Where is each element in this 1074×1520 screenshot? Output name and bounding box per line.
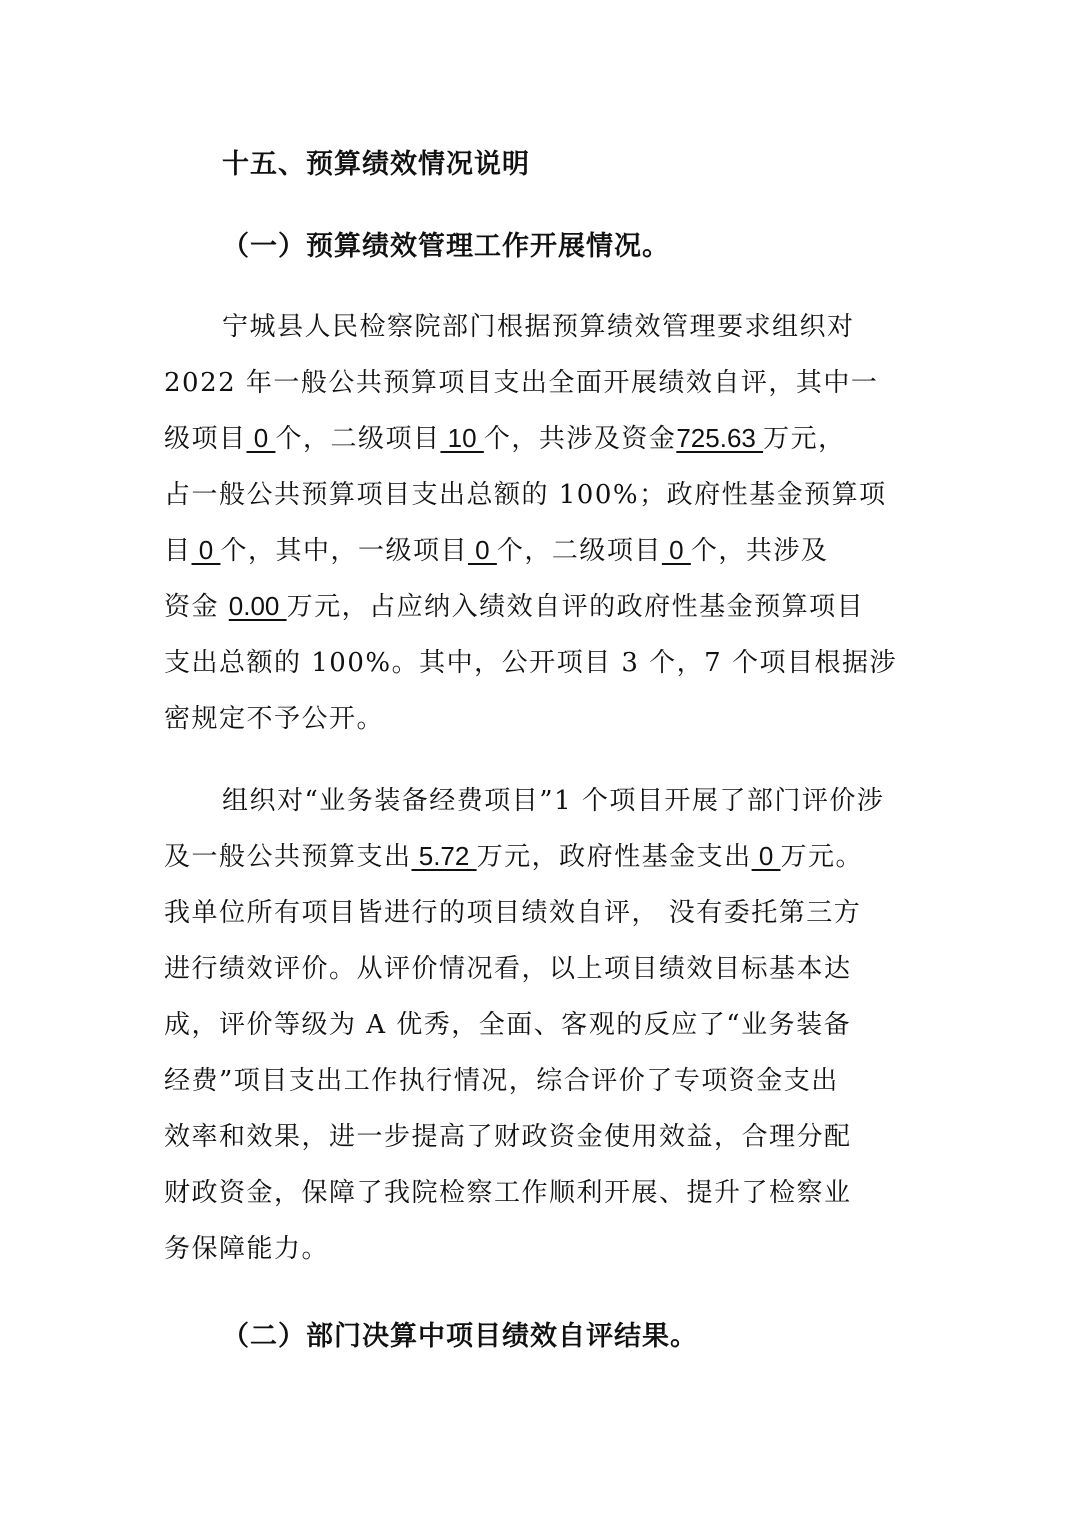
text: 个，共涉及资金 [483,424,677,454]
text: 个，二级项目 [496,536,662,566]
value-fund-project-count: 0 [191,535,221,565]
para2-line-7: 效率和效果，进一步提高了财政资金使用效益，合理分配 [164,1122,852,1152]
text: 万元。 [780,842,864,872]
subsection-heading-2: （二）部门决算中项目绩效自评结果。 [222,1321,698,1352]
para2-line-3: 我单位所有项目皆进行的项目绩效自评， 没有委托第三方 [164,898,862,928]
para1-line-8: 密规定不予公开。 [164,704,385,734]
subsection-heading-1: （一）预算绩效管理工作开展情况。 [222,231,670,262]
text: 资金 [164,592,229,622]
para2-line-6: 经费”项目支出工作执行情况，综合评价了专项资金支出 [164,1066,839,1096]
para1-line-1: 宁城县人民检察院部门根据预算绩效管理要求组织对 [222,312,855,342]
value-level2-count: 10 [440,423,484,453]
para2-line-4: 进行绩效评价。从评价情况看，以上项目绩效目标基本达 [164,954,852,984]
para1-line-4: 占一般公共预算项目支出总额的 100%；政府性基金预算项 [164,480,887,510]
value-fund-expense: 0 [751,841,781,871]
para2-line-5: 成，评价等级为 A 优秀，全面、客观的反应了“业务装备 [164,1010,852,1040]
text: 目 [164,536,192,566]
text: 级项目 [164,424,247,454]
para1-line-6 [164,586,864,623]
para1-line-2: 2022 年一般公共预算项目支出全面开展绩效自评，其中一 [164,368,879,398]
value-total-funds: 725.63 [676,423,764,453]
section-heading: 十五、预算绩效情况说明 [222,149,530,180]
value-public-budget-expense: 5.72 [411,841,477,871]
text: 及一般公共预算支出 [164,842,412,872]
para1-line-7: 支出总额的 100%。其中，公开项目 3 个，7 个项目根据涉 [164,648,897,678]
para1-line-3 [164,418,846,455]
para2-line-8: 财政资金，保障了我院检察工作顺利开展、提升了检察业 [164,1178,852,1208]
para1-line-5 [164,530,828,567]
value-fund-level2-count: 0 [661,535,691,565]
para2-line-1: 组织对“业务装备经费项目”1 个项目开展了部门评价涉 [222,786,885,816]
text: 个，共涉及 [690,536,829,566]
value-fund-level1-count: 0 [467,535,497,565]
text: 个，二级项目 [275,424,441,454]
text: 万元，占应纳入绩效自评的政府性基金预算项目 [286,592,865,622]
text: 个，其中，一级项目 [220,536,468,566]
value-fund-amount: 0.00 [228,591,287,621]
para2-line-2 [164,836,863,873]
text: 万元，政府性基金支出 [476,842,752,872]
value-level1-count: 0 [246,423,276,453]
text: 万元， [763,424,846,454]
para2-line-9: 务保障能力。 [164,1234,330,1264]
